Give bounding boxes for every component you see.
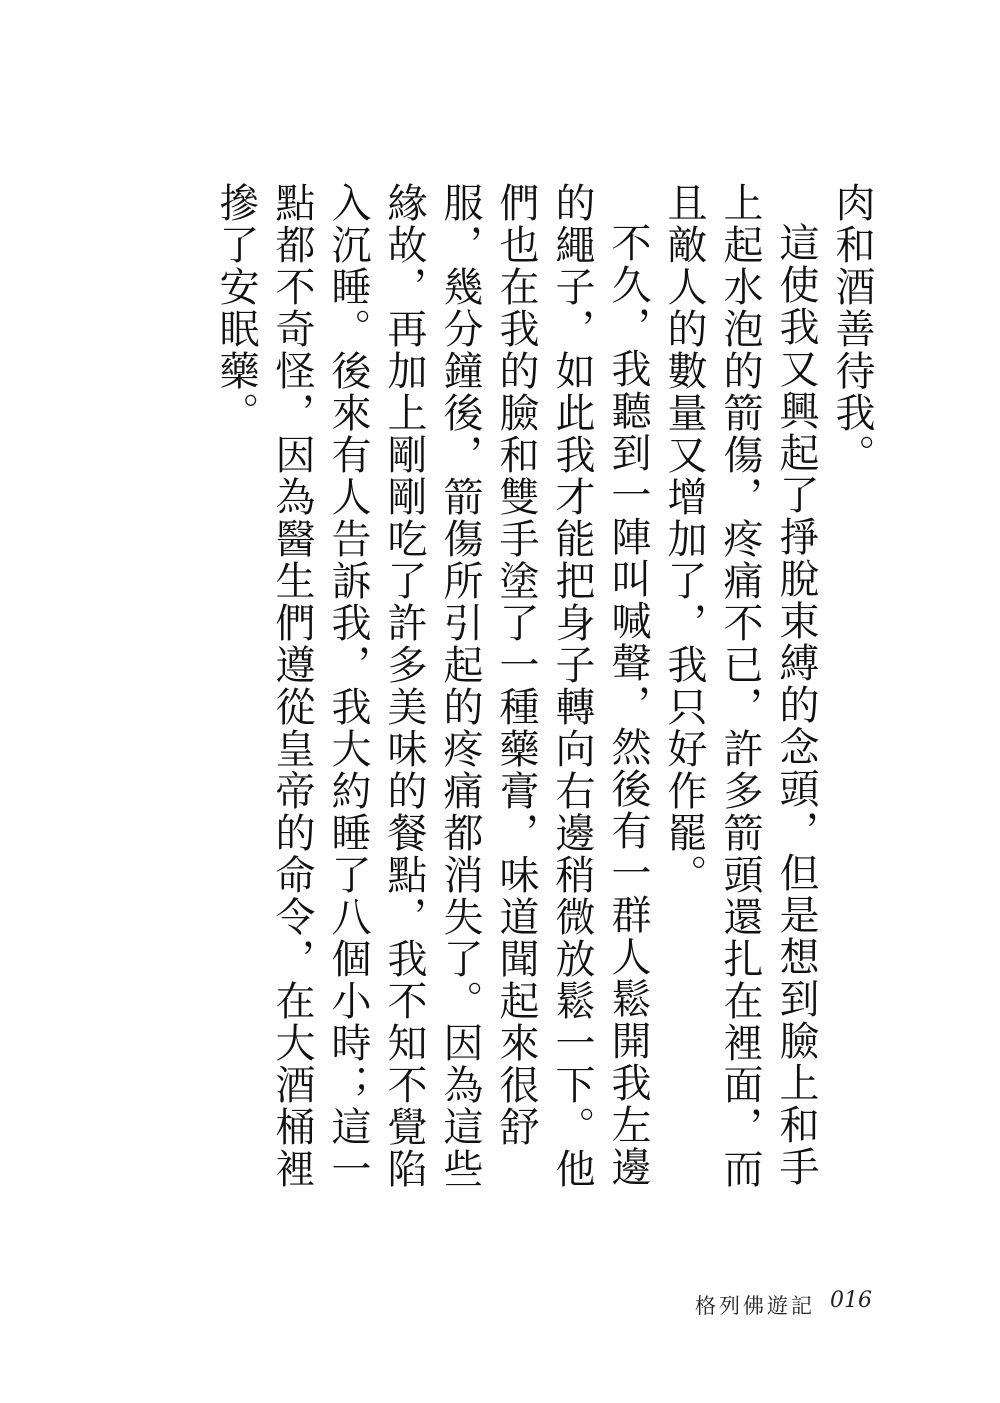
vertical-text-body <box>160 182 880 1222</box>
page-number: 016 <box>830 1288 872 1313</box>
paragraph-2: 這使我又興起了掙脫束縛的念頭，但是想到臉上和手上起水泡的箭傷，疼痛不已，許多箭頭還扎在裡面，而且敵人的數量又增加了，我只好作罷。 <box>661 182 819 1190</box>
paragraph-3: 不久，我聽到一陣叫喊聲，然後有一群人鬆開我左邊的繩子，如此我才能把身子轉向右邊稍微放鬆一下。他們也在我的臉和雙手塗了一種藥膏，味道聞起來很舒服，幾分鐘後，箭傷所引起的疼痛都消失了。因為這些緣故，再加上剛剛吃了許多美味的餐點，我不知不覺陷入沉睡。後來有人告訴我，我大約睡了八個小時；這一點都不奇怪，因為醫生們遵從皇帝的命令，在大酒桶裡摻了安眠藥。 <box>213 182 651 1190</box>
paragraph-1: 肉和酒善待我。 <box>829 182 875 476</box>
running-footer-book-title: 格列佛遊記 <box>695 1294 815 1318</box>
